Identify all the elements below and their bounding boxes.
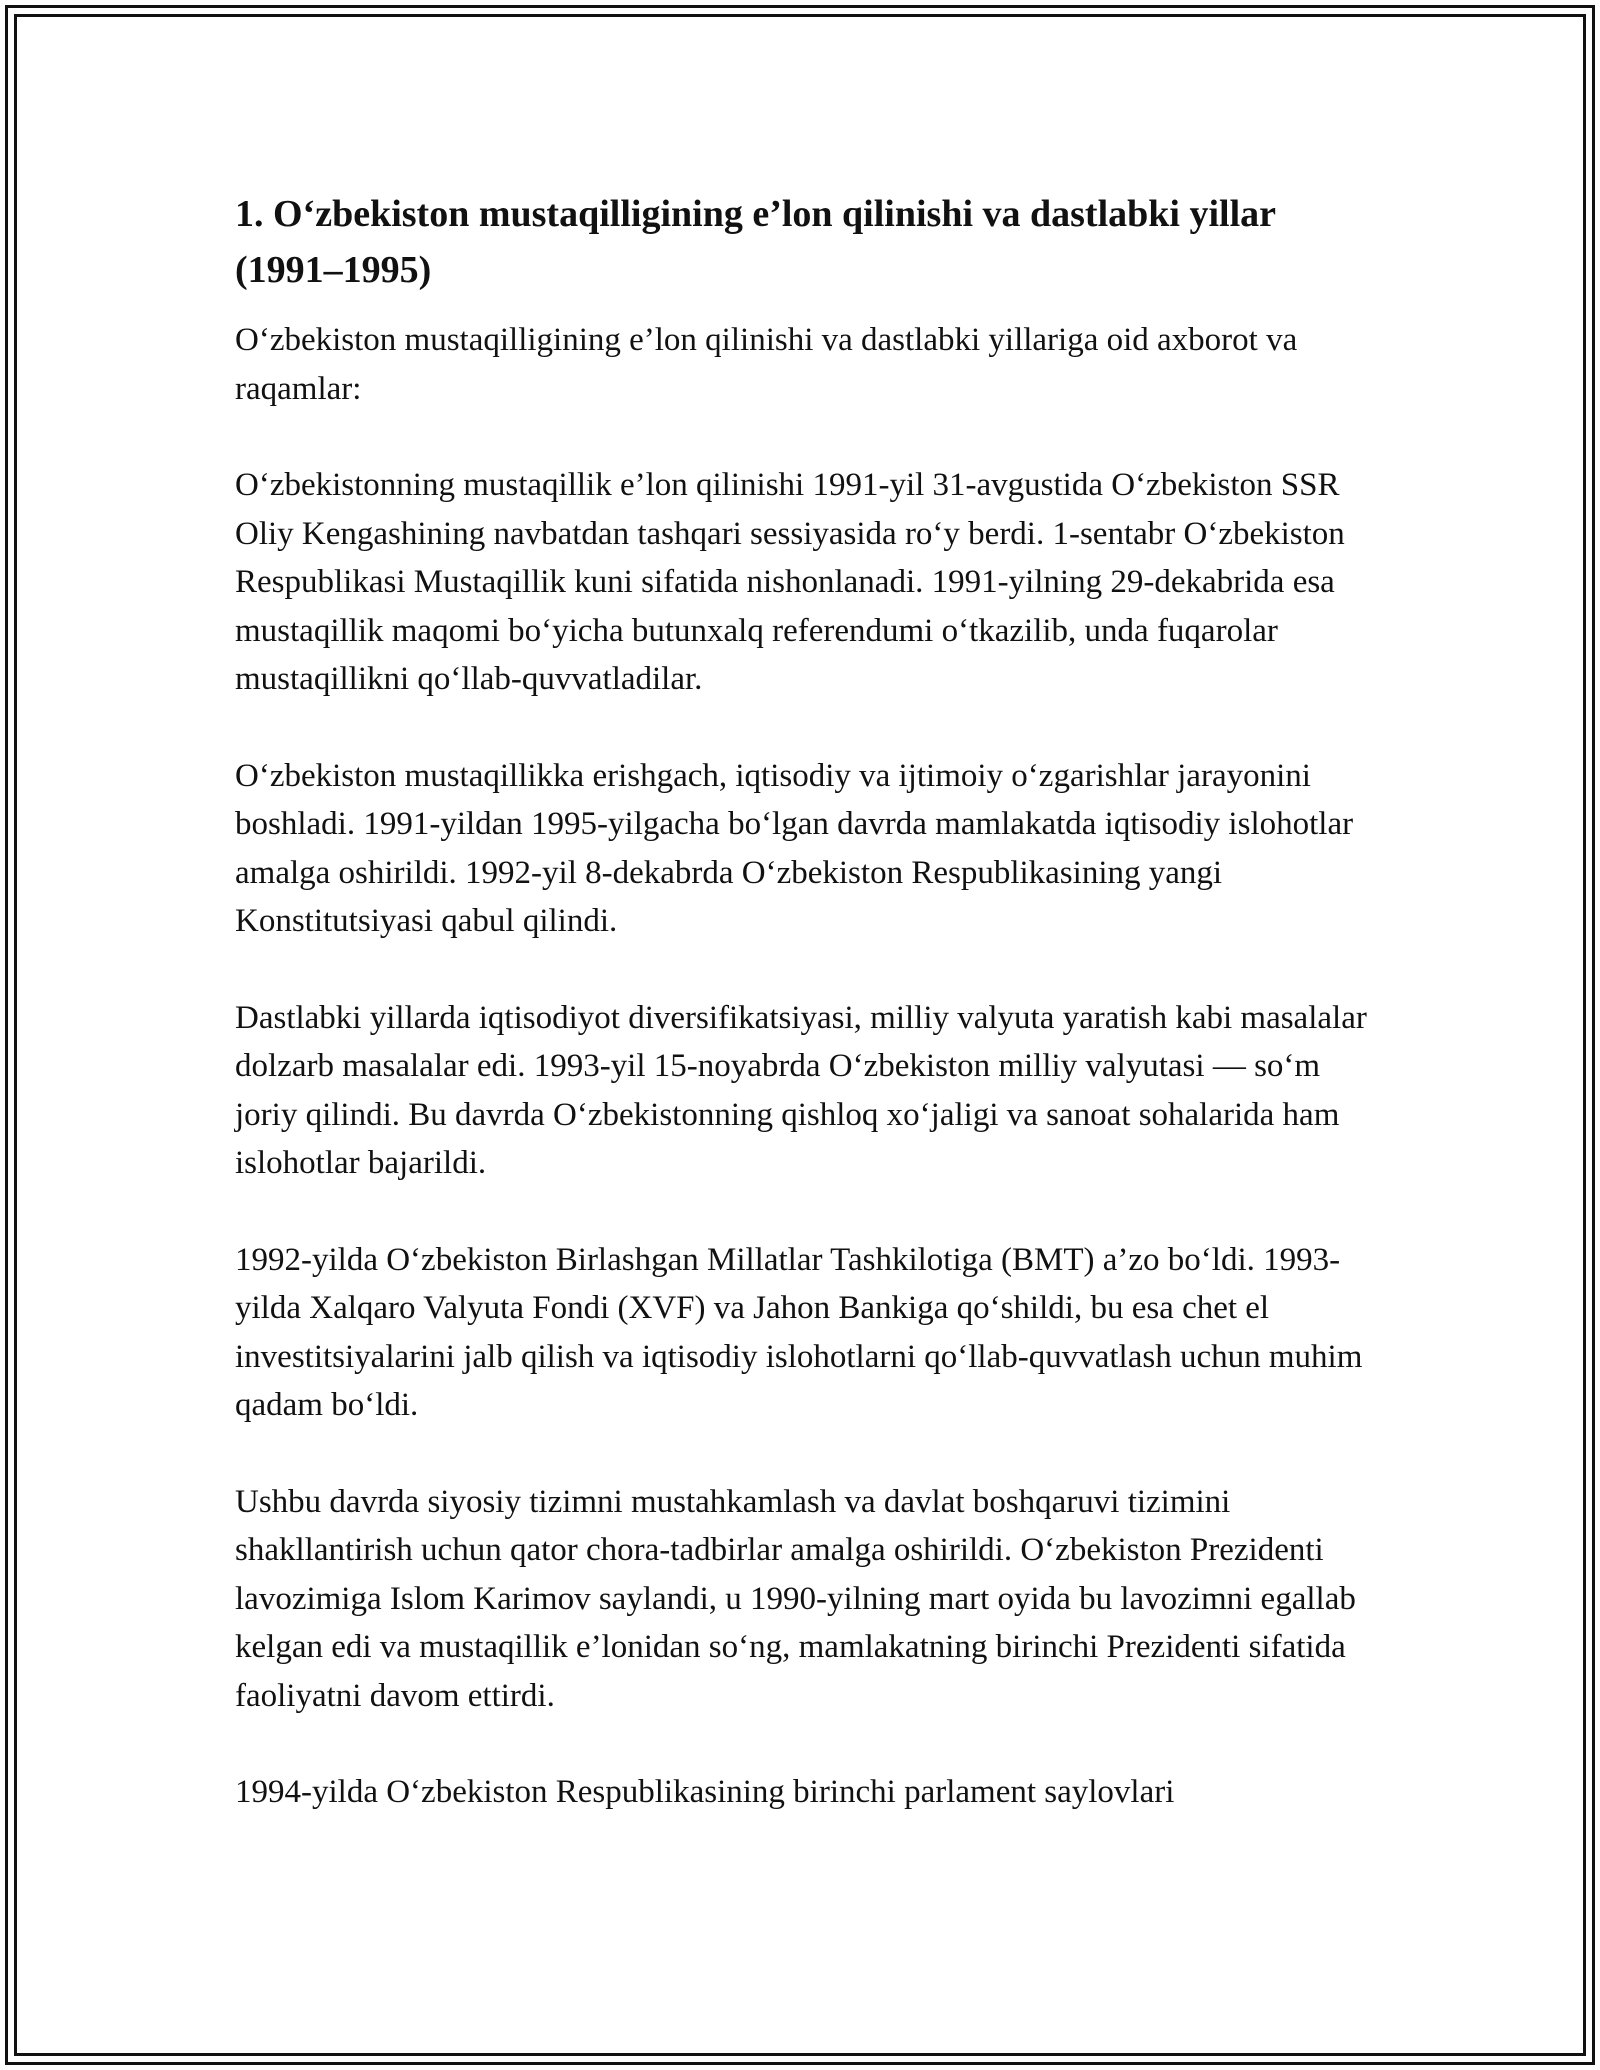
section-heading: 1. O‘zbekiston mustaqilligining e’lon qilinishi va dastlabki yillar (1991–1995) <box>235 193 1276 291</box>
document-body <box>235 186 1370 1865</box>
paragraph-politics: Ushbu davrda siyosiy tizimni mustahkamlash va davlat boshqaruvi tizimini shakllantirish uchun qator chora-tadbirlar amalga oshirildi. O‘zbekiston Prezidenti lavozimiga Islom Karimov saylandi, u 1990-yilning mart oyida bu lavozimni egallab kelgan edi va mustaqillik e’lonidan so‘ng, mamlakatning birinchi Prezidenti sifatida faoliyatni davom ettirdi. <box>235 1483 1356 1714</box>
paragraph-independence: O‘zbekistonning mustaqillik e’lon qilinishi 1991-yil 31-avgustida O‘zbekiston SSR Oliy Kengashining navbatdan tashqari sessiyasida ro‘y berdi. 1-sentabr O‘zbekiston Respublikasi Mustaqillik kuni sifatida nishonlanadi. 1991-yilning 29-dekabrida esa mustaqillik maqomi bo‘yicha butunxalq referendumi o‘tkazilib, unda fuqarolar mustaqillikni qo‘llab-quvvatladilar. <box>235 467 1345 697</box>
paragraph-intro: O‘zbekiston mustaqilligining e’lon qilinishi va dastlabki yillariga oid axborot va raqamlar: <box>235 322 1298 407</box>
paragraph-parliament: 1994-yilda O‘zbekiston Respublikasining birinchi parlament saylovlari <box>235 1774 1175 1810</box>
paragraph-currency: Dastlabki yillarda iqtisodiyot diversifikatsiyasi, milliy valyuta yaratish kabi masalalar dolzarb masalalar edi. 1993-yil 15-noyabrda O‘zbekiston milliy valyutasi — so‘m joriy qilindi. Bu davrda O‘zbekistonning qishloq xo‘jaligi va sanoat sohalarida ham islohotlar bajarildi. <box>235 999 1367 1181</box>
paragraph-reforms: O‘zbekiston mustaqillikka erishgach, iqtisodiy va ijtimoiy o‘zgarishlar jarayonini boshladi. 1991-yildan 1995-yilgacha bo‘lgan davrda mamlakatda iqtisodiy islohotlar amalga oshirildi. 1992-yil 8-dekabrda O‘zbekiston Respublikasining yangi Konstitutsiyasi qabul qilindi. <box>235 757 1354 939</box>
paragraph-international: 1992-yilda O‘zbekiston Birlashgan Millatlar Tashkilotiga (BMT) a’zo bo‘ldi. 1993-yilda Xalqaro Valyuta Fondi (XVF) va Jahon Bankiga qo‘shildi, bu esa chet el investitsiyalarini jalb qilish va iqtisodiy islohotlarni qo‘llab-quvvatlash uchun muhim qadam bo‘ldi. <box>235 1241 1363 1423</box>
